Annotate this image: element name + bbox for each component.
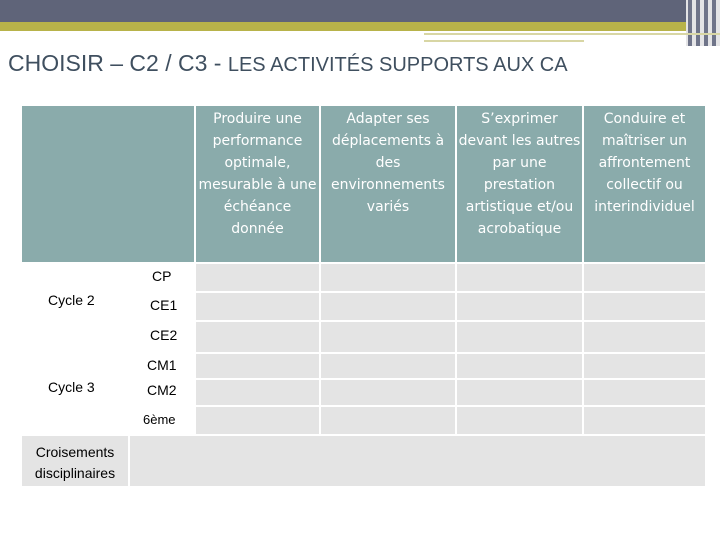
column-header-label: Adapter ses déplacements à des environnements variés xyxy=(331,111,445,215)
grid-cell xyxy=(584,354,705,378)
column-header xyxy=(196,106,319,262)
level-label-cm2: CM2 xyxy=(147,382,177,398)
column-header-label: Conduire et maîtriser un affrontement collectif ou interindividuel xyxy=(594,111,695,215)
top-accent-bar xyxy=(0,22,700,31)
title-sub: LES ACTIVITÉS SUPPORTS AUX CA xyxy=(227,54,568,76)
accent-line xyxy=(424,40,584,42)
grid-cell xyxy=(457,322,582,352)
grid-cell xyxy=(457,407,582,434)
row-label-cycle-2: Cycle 2 xyxy=(22,264,130,354)
top-banner xyxy=(0,0,720,22)
column-header-label: Produire une performance optimale, mesurable à une échéance donnée xyxy=(198,111,317,237)
grid-cell xyxy=(584,264,705,291)
grid-cell xyxy=(196,293,319,320)
level-label-6eme: 6ème xyxy=(143,412,176,427)
grid-cell xyxy=(584,407,705,434)
croisements-cell xyxy=(130,436,705,486)
grid-cell xyxy=(457,293,582,320)
column-header xyxy=(457,106,582,262)
grid-cell xyxy=(196,407,319,434)
level-label-ce2: CE2 xyxy=(150,327,178,343)
grid-cell xyxy=(321,264,455,291)
grid-cell xyxy=(321,322,455,352)
title-main: CHOISIR – C2 / C3 - xyxy=(8,50,222,76)
corner-stripes xyxy=(686,0,720,46)
grid-cell xyxy=(321,380,455,405)
level-label-cm1: CM1 xyxy=(147,357,177,373)
column-header-label: S’exprimer devant les autres par une prestation artistique et/ou acrobatique xyxy=(458,111,581,237)
grid-cell xyxy=(321,293,455,320)
grid-cell xyxy=(457,354,582,378)
grid-cell xyxy=(584,380,705,405)
page-title xyxy=(8,50,568,77)
level-label-ce1: CE1 xyxy=(150,297,178,313)
row-label-croisements: Croisements disciplinaires xyxy=(22,436,128,486)
level-label-cp: CP xyxy=(152,268,172,284)
column-header xyxy=(321,106,455,262)
grid-cell xyxy=(321,354,455,378)
grid-cell xyxy=(584,293,705,320)
grid-cell xyxy=(196,264,319,291)
table-corner-cell xyxy=(22,106,194,262)
row-label-cycle-3: Cycle 3 xyxy=(22,354,130,436)
grid-cell xyxy=(196,354,319,378)
accent-line xyxy=(424,33,720,35)
column-header xyxy=(584,106,705,262)
grid-cell xyxy=(457,264,582,291)
grid-cell xyxy=(584,322,705,352)
grid-cell xyxy=(321,407,455,434)
grid-cell xyxy=(457,380,582,405)
grid-cell xyxy=(196,380,319,405)
grid-cell xyxy=(196,322,319,352)
